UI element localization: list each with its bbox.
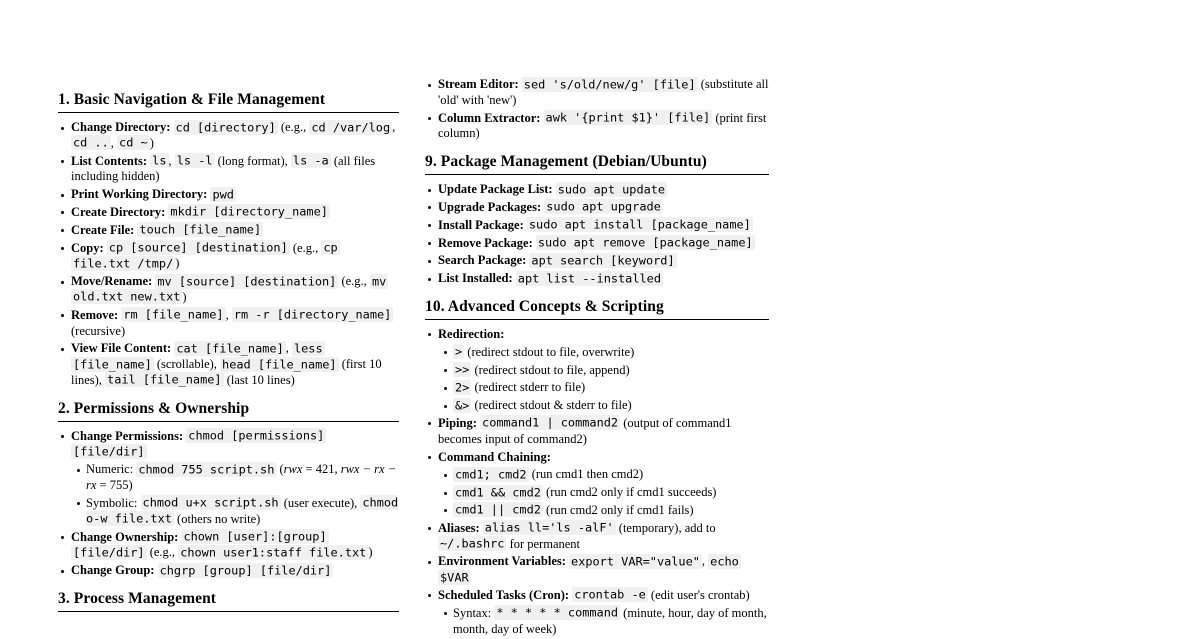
inline-code: chmod u+x script.sh <box>142 495 279 510</box>
inline-code: * * * * * command <box>496 605 619 620</box>
inline-code: sudo apt update <box>557 182 666 197</box>
inline-code: chmod o-w file.txt <box>86 495 399 526</box>
bullet-icon <box>428 84 431 87</box>
item-text: (substitute all 'old' with 'new') <box>438 77 769 107</box>
item-text: (e.g., <box>277 120 310 134</box>
item-text: Syntax: <box>453 605 495 620</box>
inline-code: cmd1; cmd2 <box>455 467 527 482</box>
item-label: Piping: <box>438 415 481 430</box>
item-label: Change Directory: <box>71 120 174 134</box>
list-item <box>425 77 769 109</box>
item-label: Create Directory: <box>71 204 169 219</box>
list-item <box>425 380 769 396</box>
list-item <box>58 530 399 562</box>
bullet-icon <box>428 224 431 227</box>
inline-code: old.txt new.txt <box>73 289 181 304</box>
inline-code: ~/.bashrc <box>440 536 505 551</box>
inline-code: $VAR <box>440 570 469 585</box>
item-text: ) <box>182 289 187 304</box>
column-right <box>425 77 769 639</box>
item-text: ) <box>149 135 154 150</box>
inline-code: cmd1 && cmd2 <box>455 485 541 500</box>
item-text: (e.g., <box>146 545 179 560</box>
item-text: , <box>225 307 232 322</box>
list-item <box>425 485 769 501</box>
inline-code: cd .. <box>73 135 109 150</box>
list-item <box>58 187 399 203</box>
inline-code: chown [user]:[group] <box>183 529 327 544</box>
inline-code: mkdir [directory_name] <box>170 204 328 219</box>
inline-code: &> <box>455 398 470 413</box>
item-text: (redirect stdout to file, append) <box>471 362 630 377</box>
bullet-icon <box>61 570 64 573</box>
bullet-icon <box>444 369 447 372</box>
bullet-icon <box>444 492 447 495</box>
item-text: (all files including hidden) <box>71 153 376 184</box>
list-item <box>58 241 399 273</box>
list-item <box>58 154 399 186</box>
item-label: Aliases: <box>438 520 483 535</box>
inline-code: cp <box>323 240 338 255</box>
section-heading: 1. Basic Navigation & File Management <box>58 90 399 113</box>
inline-code: ls -l <box>176 153 213 168</box>
bullet-icon <box>444 351 447 354</box>
inline-code: cmd1 || cmd2 <box>455 502 541 517</box>
inline-code: > <box>455 344 463 359</box>
item-text: , <box>701 554 709 569</box>
item-text: (output of command1 becomes input of command2) <box>438 415 732 446</box>
inline-code: crontab -e <box>574 587 646 602</box>
list-item <box>425 111 769 143</box>
inline-code: cp [source] [destination] <box>108 240 288 255</box>
item-text: , <box>168 153 175 168</box>
inline-code: sudo apt remove [package_name] <box>537 235 753 250</box>
bullet-icon <box>428 527 431 530</box>
list-item <box>425 416 769 448</box>
item-label: Search Package: <box>438 253 530 268</box>
item-label: Install Package: <box>438 217 527 232</box>
list-item <box>425 200 769 216</box>
list-item <box>425 271 769 287</box>
inline-code: head [file_name] <box>222 357 337 372</box>
inline-code: cd /var/log <box>311 120 391 134</box>
inline-code: ls <box>152 153 167 168</box>
item-label: Print Working Directory: <box>71 187 211 202</box>
item-text: (run cmd1 then cmd2) <box>528 467 644 482</box>
item-text: (e.g., <box>338 274 370 289</box>
bullet-icon <box>444 405 447 408</box>
item-label: Create File: <box>71 222 138 237</box>
item-text: (recursive) <box>71 323 126 338</box>
item-label: Remove Package: <box>438 235 536 250</box>
item-label: Remove: <box>71 307 122 322</box>
inline-code: sudo apt upgrade <box>546 199 661 214</box>
bullet-icon <box>428 242 431 245</box>
inline-code: sed 's/old/new/g' [file] <box>523 77 696 91</box>
list-item <box>425 450 769 466</box>
list-item <box>425 236 769 252</box>
inline-code: mv [source] [destination] <box>157 274 337 289</box>
list-item <box>425 588 769 604</box>
section-heading: 10. Advanced Concepts & Scripting <box>425 297 769 320</box>
section-heading: 3. Process Management <box>58 589 399 612</box>
list-item <box>425 253 769 269</box>
item-label: View File Content: <box>71 341 175 356</box>
bullet-icon <box>428 561 431 564</box>
bullet-icon <box>428 206 431 209</box>
bullet-icon <box>428 189 431 192</box>
inline-code: less <box>293 341 323 356</box>
bullet-icon <box>444 509 447 512</box>
list-item <box>58 462 399 494</box>
inline-code: rm -r [directory_name] <box>233 307 392 322</box>
bullet-icon <box>61 247 64 250</box>
bullet-icon <box>61 348 64 351</box>
list-item <box>58 205 399 221</box>
item-label: Stream Editor: <box>438 77 522 91</box>
bullet-icon <box>61 314 64 317</box>
item-text: (first 10 lines), <box>71 357 382 387</box>
list-item <box>425 521 769 553</box>
inline-code: [file_name] <box>73 357 152 372</box>
list-item <box>58 308 399 340</box>
inline-code: export VAR="value" <box>571 554 700 569</box>
inline-code: awk '{print $1}' [file] <box>545 110 711 125</box>
item-text: = 421, <box>302 462 341 477</box>
bullet-icon <box>61 211 64 214</box>
list-item <box>58 429 399 461</box>
inline-code: ls -a <box>292 153 329 168</box>
item-text: (long format), <box>214 153 291 168</box>
item-label: Command Chaining: <box>438 449 551 464</box>
inline-code: rm [file_name] <box>123 307 224 322</box>
inline-code: command1 | command2 <box>482 415 619 430</box>
item-label: Column Extractor: <box>438 110 544 125</box>
inline-code: chmod [permissions] <box>188 428 325 443</box>
item-label: List Installed: <box>438 271 516 286</box>
item-text: (redirect stdout to file, overwrite) <box>464 344 635 359</box>
list-item <box>425 363 769 379</box>
item-text: , <box>110 135 118 150</box>
item-text: (run cmd2 only if cmd1 fails) <box>542 502 694 517</box>
item-text: for permanent <box>506 536 581 551</box>
item-text: (minute, hour, day of month, month, day of week) <box>453 605 767 636</box>
item-label: List Contents: <box>71 153 151 168</box>
item-text: (edit user's crontab) <box>647 587 750 602</box>
item-label: Copy: <box>71 240 107 255</box>
list-item <box>425 398 769 414</box>
bullet-icon <box>61 435 64 438</box>
item-text: (redirect stderr to file) <box>471 380 586 395</box>
bullet-icon <box>444 387 447 390</box>
inline-code: chown user1:staff file.txt <box>180 545 367 560</box>
bullet-icon <box>61 194 64 197</box>
inline-code: sudo apt install [package_name] <box>528 217 751 232</box>
list-item <box>425 503 769 519</box>
list-item <box>58 223 399 239</box>
list-item <box>58 274 399 306</box>
inline-code: touch [file_name] <box>139 222 262 237</box>
item-text: = 755) <box>96 478 133 493</box>
bullet-icon <box>61 536 64 539</box>
list-item <box>58 563 399 579</box>
bullet-icon <box>61 229 64 232</box>
bullet-icon <box>61 160 64 163</box>
list-item <box>425 554 769 586</box>
item-text: , <box>285 341 292 356</box>
item-label: Update Package List: <box>438 182 556 197</box>
item-text: ( <box>276 462 284 477</box>
bullet-icon <box>428 333 431 336</box>
list-item <box>425 182 769 198</box>
math-text: rwx <box>283 462 303 477</box>
inline-code: [file/dir] <box>73 444 145 459</box>
inline-code: cd ~ <box>119 135 148 150</box>
item-text: Symbolic: <box>86 495 141 510</box>
bullet-icon <box>428 594 431 597</box>
column-left <box>58 90 399 619</box>
list-item <box>425 218 769 234</box>
inline-code: chgrp [group] [file/dir] <box>159 563 332 578</box>
list-item <box>425 345 769 361</box>
item-label: Upgrade Packages: <box>438 199 545 214</box>
item-label: Redirection: <box>438 326 505 341</box>
item-text: (last 10 lines) <box>223 372 295 387</box>
bullet-icon <box>61 127 64 130</box>
inline-code: cd [directory] <box>175 120 276 134</box>
item-label: Change Group: <box>71 563 158 578</box>
inline-code: [file/dir] <box>73 545 145 560</box>
inline-code: echo <box>710 554 739 569</box>
bullet-icon <box>444 474 447 477</box>
list-item <box>58 120 399 152</box>
list-item <box>58 496 399 528</box>
inline-code: mv <box>371 274 387 289</box>
item-label: Move/Rename: <box>71 274 156 289</box>
item-text: (run cmd2 only if cmd1 succeeds) <box>542 485 717 500</box>
bullet-icon <box>428 260 431 263</box>
inline-code: apt search [keyword] <box>531 253 675 268</box>
bullet-icon <box>77 469 80 472</box>
math-text: rwx − rx − rx <box>86 462 397 493</box>
item-text: (others no write) <box>173 511 261 526</box>
inline-code: file.txt /tmp/ <box>73 256 174 271</box>
item-text: (redirect stdout & stderr to file) <box>471 398 632 413</box>
bullet-icon <box>428 422 431 425</box>
bullet-icon <box>444 612 447 615</box>
item-text: Numeric: <box>86 462 137 477</box>
inline-code: >> <box>455 362 470 377</box>
item-text: (e.g., <box>289 240 322 255</box>
section-heading: 2. Permissions & Ownership <box>58 399 399 422</box>
list-item <box>425 327 769 343</box>
item-text: (temporary), add to <box>615 520 716 535</box>
inline-code: tail [file_name] <box>107 372 222 387</box>
item-text: ) <box>175 256 180 271</box>
list-item <box>425 606 769 638</box>
item-label: Change Permissions: <box>71 428 187 443</box>
inline-code: pwd <box>212 187 234 202</box>
bullet-icon <box>61 281 64 284</box>
inline-code: 2> <box>455 380 470 395</box>
bullet-icon <box>77 502 80 505</box>
inline-code: cat [file_name] <box>176 341 284 356</box>
inline-code: chmod 755 script.sh <box>138 462 275 477</box>
item-text: (scrollable), <box>153 357 221 372</box>
item-text: ) <box>368 545 373 560</box>
item-label: Change Ownership: <box>71 529 182 544</box>
item-text: (user execute), <box>280 495 361 510</box>
list-item <box>425 467 769 483</box>
bullet-icon <box>428 456 431 459</box>
section-heading: 9. Package Management (Debian/Ubuntu) <box>425 152 769 175</box>
item-text: (print first column) <box>438 110 767 141</box>
list-item <box>58 341 399 388</box>
item-text: , <box>392 120 396 134</box>
item-label: Environment Variables: <box>438 554 570 569</box>
bullet-icon <box>428 278 431 281</box>
bullet-icon <box>428 117 431 120</box>
item-label: Scheduled Tasks (Cron): <box>438 587 573 602</box>
inline-code: alias ll='ls -alF' <box>484 520 614 535</box>
inline-code: apt list --installed <box>517 271 661 286</box>
